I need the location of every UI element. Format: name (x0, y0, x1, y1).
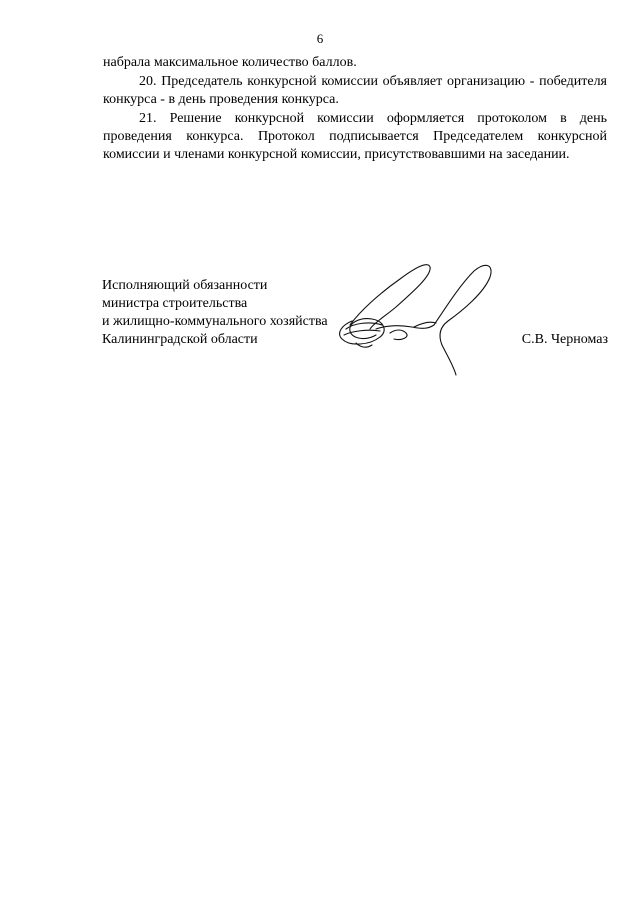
document-body (103, 54, 607, 165)
signer-position-line: и жилищно-коммунального хозяйства (102, 314, 328, 329)
handwritten-signature (330, 259, 530, 379)
signer-name: С.В. Черномаз (521, 332, 608, 347)
signer-position-line: Калининградской области (102, 332, 258, 347)
paragraph-item-21: 21. Решение конкурсной комиссии оформляется протоколом в день проведения конкурса. Протокол подписывается Председателем конкурсной комиссии и членами конкурсной комиссии, присутствовавшими на заседании. (103, 111, 607, 162)
paragraph-continuation: набрала максимальное количество баллов. (103, 55, 357, 70)
paragraph-item-20: 20. Председатель конкурсной комиссии объявляет организацию - победителя конкурса - в день проведения конкурса. (103, 74, 607, 107)
signer-position-line: министра строительства (102, 296, 248, 311)
page-number: 6 (316, 31, 324, 46)
signer-position-line: Исполняющий обязанности (102, 278, 268, 293)
signature-block (102, 277, 612, 387)
signer-position (102, 277, 328, 349)
